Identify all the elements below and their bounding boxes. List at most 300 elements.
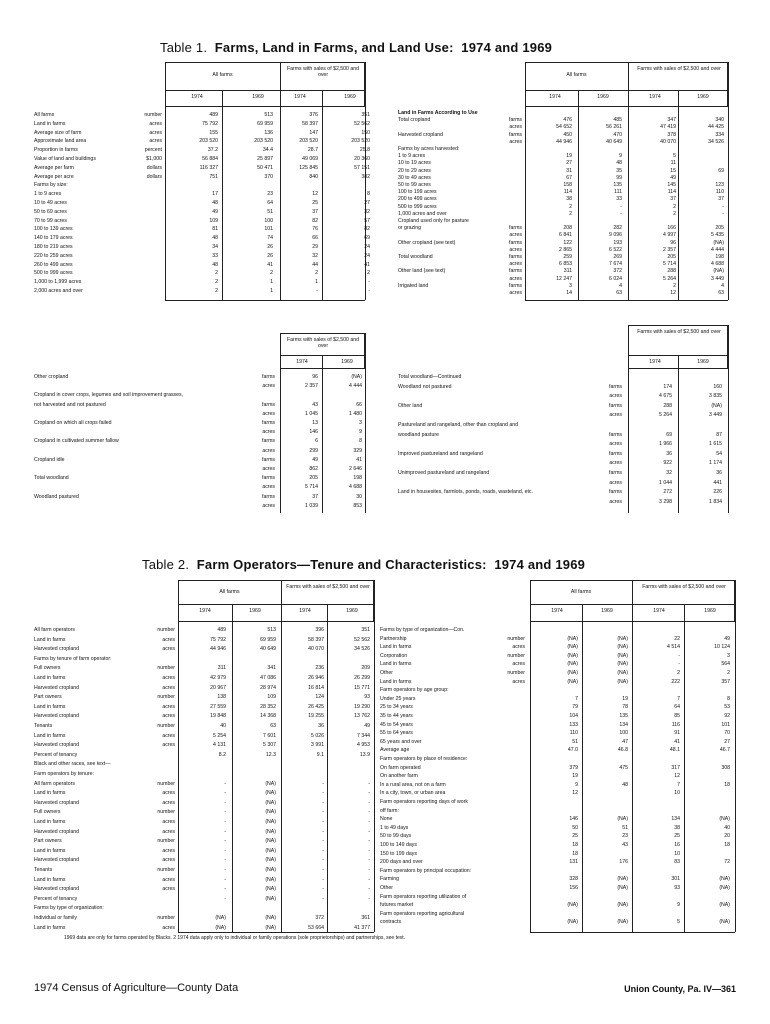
cell-value: 3 449 [711, 275, 724, 282]
row-label: Other [380, 670, 393, 676]
cell-value: 176 [619, 859, 628, 866]
cell-value: 37.2 [207, 147, 218, 154]
cell-value: 134 [619, 721, 628, 728]
cell-value: 100 [264, 217, 273, 224]
cell-value: 26 946 [308, 675, 324, 681]
row-unit: farms [509, 225, 522, 232]
cell-value: 34.4 [262, 147, 273, 154]
row-label: Farms by acres harvested: [398, 146, 460, 152]
cell-value: 12 [670, 290, 676, 296]
cell-value: 124 [315, 694, 324, 701]
cell-value: 69 959 [257, 120, 273, 127]
cell-value: - [224, 876, 226, 883]
cell-value: 42 979 [210, 675, 226, 681]
row-label: Land in farms [34, 924, 66, 931]
cell-value: 75 792 [202, 120, 218, 127]
row-unit: acres [262, 383, 275, 390]
row-label: Under 25 years [380, 695, 416, 702]
cell-value: - [722, 210, 724, 217]
row-label: Land in farms [34, 120, 66, 127]
cell-value: 3 [359, 420, 362, 426]
cell-value: 48 [212, 261, 218, 268]
row-unit: acres [162, 886, 175, 893]
cell-value: - [368, 857, 370, 864]
cell-value: 301 [671, 876, 680, 883]
cell-value: 8 [727, 695, 730, 702]
cell-value: (NA) [265, 819, 276, 825]
cell-value: (NA) [567, 661, 578, 668]
cell-value: 74 [267, 235, 273, 242]
row-label: 100 to 139 acres [34, 226, 73, 233]
cell-value: (NA) [713, 268, 724, 275]
cell-value: 96 [670, 239, 676, 246]
cell-value: 4 675 [659, 393, 672, 400]
row-unit: acres [162, 828, 175, 835]
cell-value: 11 [670, 160, 676, 167]
cell-value: 15 771 [354, 684, 370, 691]
cell-value: 28 352 [260, 703, 276, 710]
row-label: Land in farms [34, 675, 66, 681]
cell-value: (NA) [719, 876, 730, 883]
row-label: Land in Farms According to Use [398, 110, 478, 116]
cell-value: 54 652 [556, 124, 572, 131]
cell-value: 5 264 [659, 412, 672, 419]
row-unit: number [157, 915, 175, 921]
cell-value: 351 [361, 627, 370, 633]
cell-value: 110 [715, 189, 724, 196]
footer-right: Union County, Pa. IV—361 [624, 984, 736, 994]
cell-value: - [322, 895, 324, 902]
row-label: Average age [380, 747, 410, 754]
row-unit: farms [509, 117, 522, 124]
cell-value: - [678, 652, 680, 659]
cell-value: 513 [267, 627, 276, 633]
row-label: Cropland used only for pasture [398, 218, 469, 224]
cell-value: (NA) [617, 635, 628, 642]
cell-value: 1 [270, 279, 273, 286]
cell-value: 27 [724, 738, 730, 745]
cell-value: 9 [359, 429, 362, 436]
row-label: Full owners [34, 809, 61, 816]
cell-value: 2 [673, 282, 676, 289]
cell-value: 114 [563, 189, 572, 196]
cell-value: 4 131 [213, 742, 226, 749]
row-unit: acres [262, 466, 275, 472]
cell-value: 67 [566, 174, 572, 181]
cell-value: - [368, 809, 370, 816]
row-unit: farms [609, 450, 622, 457]
cell-value: (NA) [265, 924, 276, 931]
row-label: Farm operators by place of residence: [380, 756, 468, 762]
row-label: Average size of farm [34, 129, 82, 136]
cell-value: 1 045 [305, 410, 318, 417]
cell-value: - [224, 847, 226, 854]
row-unit: farms [509, 254, 522, 260]
row-unit: acres [262, 429, 275, 436]
cell-value: 27 [364, 200, 370, 206]
cell-value: 19 [566, 153, 572, 160]
cell-value: 1 039 [305, 502, 318, 509]
cell-value: - [224, 799, 226, 806]
cell-value: 54 [716, 450, 722, 457]
cell-value: 30 [356, 493, 362, 500]
cell-value: (NA) [265, 857, 276, 864]
row-label: 20 to 29 acres [398, 167, 431, 174]
row-label: All farm operators [34, 780, 75, 787]
cell-value: 37 [312, 208, 318, 215]
table2-title: Table 2. Farm Operators—Tenure and Characteristics: 1974 and 1969 [142, 557, 586, 572]
row-label: off farm: [380, 807, 399, 814]
cell-value: 47.0 [567, 747, 578, 754]
row-unit: acres [262, 410, 275, 417]
row-unit: percent [144, 147, 162, 154]
row-label: contracts [380, 919, 402, 926]
row-label: Total woodland—Continued [398, 374, 462, 380]
cell-value: 32 [666, 470, 672, 476]
row-unit: farms [262, 420, 275, 426]
cell-value: 2 [315, 270, 318, 277]
row-label: Farm operators reporting utilization of [380, 893, 467, 900]
cell-value: 17 [212, 191, 218, 198]
cell-value: 564 [721, 661, 730, 668]
cell-value: 5 254 [213, 732, 226, 739]
cell-value: (NA) [265, 780, 276, 787]
cell-value: 48.1 [669, 747, 680, 754]
row-unit: number [157, 723, 175, 729]
cell-value: 49 [212, 208, 218, 215]
cell-value: 15 [670, 167, 676, 174]
cell-value: - [322, 876, 324, 883]
row-label: Land in farms [34, 636, 66, 643]
row-label: 180 to 219 acres [34, 244, 73, 250]
cell-value: 14 368 [260, 713, 276, 720]
row-unit: acres [162, 819, 175, 825]
cell-value: - [368, 847, 370, 854]
cell-value: 840 [309, 173, 318, 180]
cell-value: (NA) [567, 644, 578, 651]
cell-value: 6 841 [559, 232, 572, 239]
cell-value: 41 [364, 261, 370, 268]
cell-value: 269 [613, 254, 622, 260]
cell-value: 51 [572, 738, 578, 745]
cell-value: 69 [666, 431, 672, 438]
cell-value: 25 [312, 200, 318, 206]
cell-value: - [224, 838, 226, 845]
row-label: Land in farms [34, 703, 66, 710]
row-label: Farms by tenure of farm operator: [34, 655, 112, 662]
cell-value: 513 [264, 112, 273, 118]
cell-value: - [368, 819, 370, 825]
cell-value: 47 086 [260, 675, 276, 681]
cell-value: 147 [309, 129, 318, 136]
cell-value: 56 884 [202, 156, 218, 162]
row-unit: acres [262, 484, 275, 491]
row-label: In a city, town, or urban area [380, 790, 446, 797]
cell-value: - [322, 886, 324, 893]
cell-value: 13.9 [359, 751, 370, 758]
row-label: Irrigated land [398, 282, 429, 289]
cell-value: 32 [312, 252, 318, 259]
cell-value: 382 [361, 173, 370, 180]
cell-value: 9 [619, 153, 622, 160]
cell-value: 48 [622, 781, 628, 788]
row-label: Partnership [380, 635, 407, 642]
cell-value: - [368, 288, 370, 294]
row-label: Percent of tenancy [34, 895, 78, 902]
cell-value: 2 [673, 203, 676, 210]
cell-value: 5 026 [311, 732, 324, 739]
cell-value: - [722, 203, 724, 210]
cell-value: 156 [569, 885, 578, 891]
cell-value: 8.2 [218, 751, 226, 758]
row-unit: acres [609, 412, 622, 419]
cell-value: 34 [212, 244, 218, 250]
cell-value: 10 [674, 850, 680, 857]
cell-value: (NA) [265, 847, 276, 854]
cell-value: 104 [569, 713, 578, 719]
row-label: Individual or family [34, 915, 77, 921]
row-unit: acres [162, 924, 175, 931]
cell-value: 2 [569, 203, 572, 210]
cell-value: 347 [667, 117, 676, 124]
cell-value: 87 [716, 431, 722, 438]
row-label: Tenants [34, 723, 53, 729]
cell-value: 25.8 [359, 147, 370, 154]
cell-value: 1 834 [709, 498, 722, 505]
row-label: Cropland on which all crops failed [34, 420, 112, 426]
cell-value: (NA) [617, 919, 628, 926]
cell-value: - [322, 838, 324, 845]
cell-value: 1 044 [659, 479, 672, 486]
row-label: Value of land and buildings [34, 156, 96, 162]
cell-value: 4 688 [711, 261, 724, 268]
cell-value: 41 [267, 261, 273, 268]
cell-value: - [322, 828, 324, 835]
row-label: Harvested cropland [34, 646, 79, 653]
cell-value: 85 [674, 713, 680, 719]
cell-value: 7 [575, 695, 578, 702]
cell-value: 2 865 [559, 246, 572, 253]
row-unit: farms [262, 374, 275, 380]
cell-value: 372 [315, 915, 324, 921]
row-label: Harvested cropland [34, 713, 79, 720]
cell-value: 2 [215, 270, 218, 277]
cell-value: 40 649 [606, 138, 622, 145]
cell-value: 50 471 [257, 164, 273, 171]
cell-value: 376 [309, 112, 318, 118]
cell-value: 12 [674, 773, 680, 780]
cell-value: 109 [267, 694, 276, 701]
cell-value: 40 070 [660, 138, 676, 145]
row-label: 50 to 99 acres [398, 182, 431, 188]
row-label: Percent of tenancy [34, 751, 78, 758]
cell-value: 288 [667, 268, 676, 275]
cell-value: 14 [566, 290, 572, 296]
cell-value: 12 247 [556, 275, 572, 282]
row-label: 55 to 64 years [380, 730, 413, 737]
cell-value: 19 [622, 695, 628, 702]
cell-value: 44 [312, 261, 318, 268]
row-unit: dollars [146, 173, 162, 180]
cell-value: 101 [264, 226, 273, 233]
cell-value: (NA) [567, 670, 578, 676]
row-unit: farms [609, 470, 622, 476]
cell-value: 116 [671, 721, 680, 728]
cell-value: 114 [667, 189, 676, 196]
cell-value: 205 [667, 254, 676, 260]
cell-value: 2 [727, 670, 730, 676]
cell-value: 6 522 [609, 246, 622, 253]
cell-value: 7 344 [357, 732, 370, 739]
row-label: Other land (see text) [398, 268, 446, 275]
row-label: Other land [398, 402, 423, 409]
cell-value: (NA) [265, 809, 276, 816]
cell-value: 18 [724, 842, 730, 848]
row-label: Land in farms [34, 876, 66, 883]
cell-value: - [322, 847, 324, 854]
cell-value: 41 [674, 738, 680, 745]
row-label: Cropland in cultivated summer fallow [34, 438, 119, 445]
row-unit: acres [262, 502, 275, 509]
cell-value: 19 [572, 773, 578, 780]
cell-value: 110 [569, 730, 578, 737]
cell-value: (NA) [617, 902, 628, 909]
cell-value: 470 [613, 131, 622, 138]
cell-value: - [224, 828, 226, 835]
row-label: 500 to 999 acres [398, 203, 437, 210]
row-label: All farms [34, 112, 55, 118]
cell-value: 52 562 [354, 636, 370, 643]
row-label: Farm operators reporting days of work [380, 799, 468, 805]
cell-value: 135 [613, 182, 622, 188]
cell-value: - [224, 857, 226, 864]
row-label: 1 to 49 days [380, 824, 409, 831]
row-label: Land in housesites, farmlots, ponds, roads, wasteland, etc. [398, 489, 533, 496]
cell-value: 37 [718, 196, 724, 203]
cell-value: 96 [312, 374, 318, 380]
cell-value: 53 [724, 704, 730, 711]
cell-value: (NA) [265, 895, 276, 902]
cell-value: 56 261 [606, 124, 622, 131]
cell-value: 20 360 [354, 156, 370, 162]
cell-value: 222 [671, 678, 680, 685]
cell-value: 33 [212, 252, 218, 259]
row-label: All farm operators [34, 627, 75, 633]
cell-value: 193 [613, 239, 622, 246]
row-label: 100 to 149 days [380, 842, 417, 848]
cell-value: - [224, 809, 226, 816]
cell-value: (NA) [617, 816, 628, 823]
cell-value: (NA) [265, 886, 276, 893]
cell-value: 5 307 [263, 742, 276, 749]
cell-value: 25 897 [257, 156, 273, 162]
cell-value: (NA) [719, 816, 730, 823]
cell-value: 41 [356, 456, 362, 463]
row-label: Harvested cropland [34, 799, 79, 806]
row-label: 1,000 to 1,999 acres [34, 279, 82, 286]
cell-value: 7 [677, 695, 680, 702]
cell-value: 205 [309, 475, 318, 482]
cell-value: - [322, 819, 324, 825]
cell-value: 49 [724, 635, 730, 642]
row-unit: farms [609, 402, 622, 409]
cell-value: 282 [613, 225, 622, 232]
cell-value: 48 [212, 200, 218, 206]
cell-value: 46.8 [617, 747, 628, 754]
cell-value: (NA) [265, 790, 276, 797]
cell-value: (NA) [265, 838, 276, 845]
row-label: Farm operators by principal occupation: [380, 867, 472, 874]
cell-value: (NA) [265, 867, 276, 873]
cell-value: - [224, 886, 226, 893]
cell-value: 203 520 [254, 138, 273, 145]
cell-value: (NA) [617, 876, 628, 883]
cell-value: 8 [359, 438, 362, 445]
cell-value: 23 [267, 191, 273, 198]
cell-value: 51 [622, 824, 628, 831]
cell-value: - [368, 876, 370, 883]
cell-value: 288 [663, 402, 672, 409]
row-label: 45 to 54 years [380, 721, 413, 728]
cell-value: 52 562 [354, 120, 370, 127]
row-label: Tenants [34, 867, 53, 873]
cell-value: (NA) [567, 902, 578, 909]
cell-value: 18 [724, 781, 730, 788]
cell-value: 475 [619, 764, 628, 771]
cell-value: - [224, 790, 226, 797]
row-unit: acres [162, 636, 175, 643]
cell-value: 66 [312, 235, 318, 242]
cell-value: 38 [566, 196, 572, 203]
row-label: 2,000 acres and over [34, 288, 83, 294]
cell-value: 64 [674, 704, 680, 711]
cell-value: - [322, 809, 324, 816]
cell-value: 160 [713, 383, 722, 390]
cell-value: 922 [663, 460, 672, 467]
cell-value: 9.1 [316, 751, 324, 758]
row-unit: number [157, 780, 175, 787]
row-label: Harvested cropland [34, 828, 79, 835]
cell-value: 51 [267, 208, 273, 215]
cell-value: 357 [721, 678, 730, 685]
cell-value: 328 [569, 876, 578, 883]
cell-value: 25 [674, 833, 680, 840]
cell-value: (NA) [617, 652, 628, 659]
row-label: Average per acre [34, 173, 74, 180]
cell-value: 489 [209, 112, 218, 118]
row-unit: farms [262, 456, 275, 463]
cell-value: 34 526 [708, 138, 724, 145]
row-unit: number [157, 867, 175, 873]
cell-value: 12 [312, 191, 318, 198]
row-label: In a rural area, not on a farm [380, 781, 446, 788]
cell-value: 340 [715, 117, 724, 124]
cell-value: 236 [315, 665, 324, 672]
row-unit: farms [262, 493, 275, 500]
cell-value: 10 [674, 790, 680, 797]
cell-value: 78 [622, 704, 628, 711]
table1-col-sales: Farms with sales of $2,500 and over [286, 66, 360, 78]
cell-value: 378 [667, 131, 676, 138]
cell-value: 155 [209, 129, 218, 136]
row-label: 150 to 199 days [380, 850, 417, 857]
cell-value: 79 [572, 704, 578, 711]
cell-value: 92 [724, 713, 730, 719]
row-label: Harvested cropland [34, 857, 79, 864]
cell-value: 46.7 [719, 747, 730, 754]
cell-value: 49 [312, 456, 318, 463]
cell-value: 2 [270, 270, 273, 277]
